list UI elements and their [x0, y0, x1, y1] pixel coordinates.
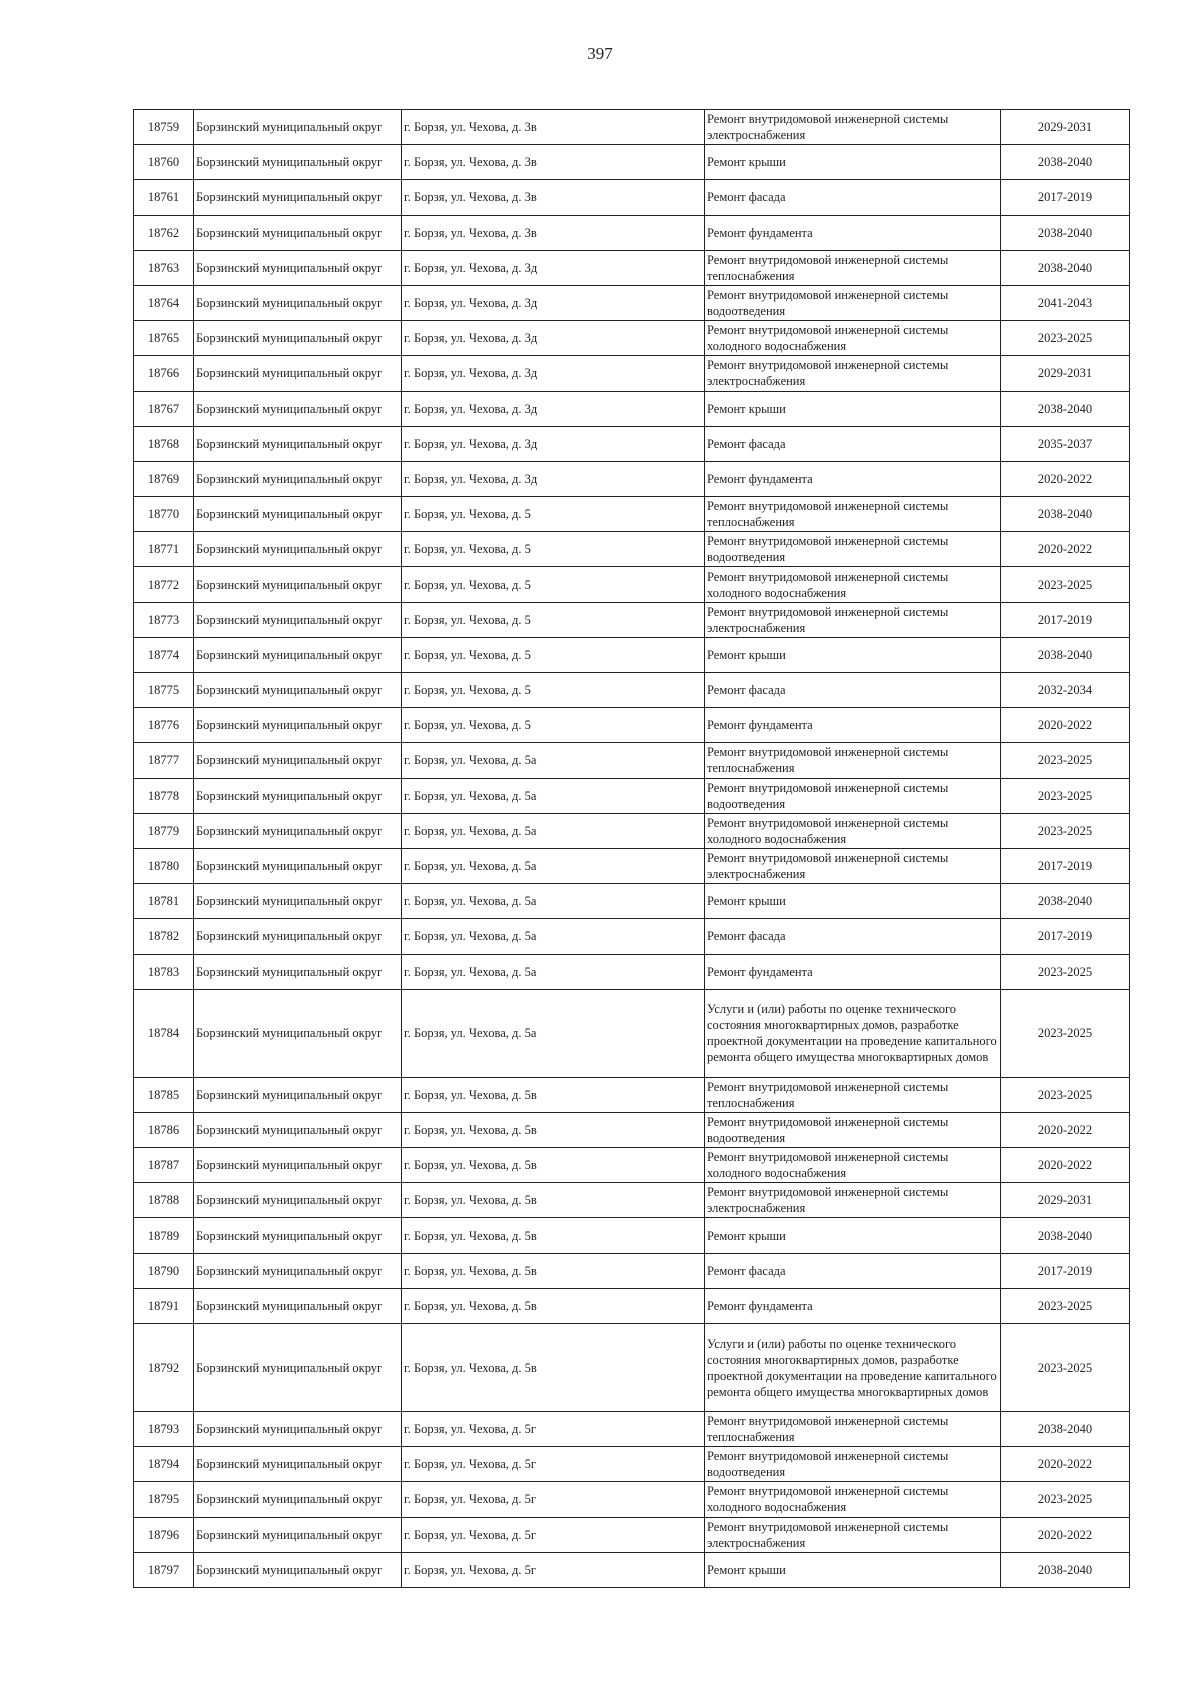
table-row — [134, 778, 1130, 813]
address-cell: г. Борзя, ул. Чехова, д. 5а — [402, 778, 705, 813]
table-row — [134, 1218, 1130, 1253]
address-cell: г. Борзя, ул. Чехова, д. 3д — [402, 426, 705, 461]
table-row — [134, 215, 1130, 250]
row-number: 18778 — [134, 778, 194, 813]
row-number: 18766 — [134, 356, 194, 391]
address-cell: г. Борзя, ул. Чехова, д. 5 — [402, 497, 705, 532]
work-type-cell: Ремонт фасада — [705, 426, 1001, 461]
work-type-cell: Ремонт внутридомовой инженерной системы водоотведения — [705, 285, 1001, 320]
period-cell: 2038-2040 — [1001, 250, 1130, 285]
work-type-cell: Ремонт крыши — [705, 391, 1001, 426]
registry-table — [133, 109, 1130, 1588]
period-cell: 2023-2025 — [1001, 743, 1130, 778]
district-cell: Борзинский муниципальный округ — [194, 1324, 402, 1412]
address-cell: г. Борзя, ул. Чехова, д. 5в — [402, 1253, 705, 1288]
address-cell: г. Борзя, ул. Чехова, д. 5а — [402, 848, 705, 883]
row-number: 18762 — [134, 215, 194, 250]
address-cell: г. Борзя, ул. Чехова, д. 5г — [402, 1412, 705, 1447]
row-number: 18777 — [134, 743, 194, 778]
period-cell: 2020-2022 — [1001, 1112, 1130, 1147]
page-number: 397 — [587, 44, 613, 63]
period-cell: 2017-2019 — [1001, 1253, 1130, 1288]
address-cell: г. Борзя, ул. Чехова, д. 5г — [402, 1552, 705, 1587]
address-cell: г. Борзя, ул. Чехова, д. 5 — [402, 602, 705, 637]
address-cell: г. Борзя, ул. Чехова, д. 5г — [402, 1447, 705, 1482]
table-row — [134, 602, 1130, 637]
period-cell: 2038-2040 — [1001, 1218, 1130, 1253]
row-number: 18792 — [134, 1324, 194, 1412]
address-cell: г. Борзя, ул. Чехова, д. 5в — [402, 1218, 705, 1253]
period-cell: 2020-2022 — [1001, 1447, 1130, 1482]
row-number: 18765 — [134, 321, 194, 356]
address-cell: г. Борзя, ул. Чехова, д. 5 — [402, 708, 705, 743]
address-cell: г. Борзя, ул. Чехова, д. 3д — [402, 321, 705, 356]
work-type-cell: Ремонт внутридомовой инженерной системы электроснабжения — [705, 356, 1001, 391]
row-number: 18779 — [134, 813, 194, 848]
work-type-cell: Ремонт внутридомовой инженерной системы теплоснабжения — [705, 743, 1001, 778]
period-cell: 2029-2031 — [1001, 110, 1130, 145]
table-row — [134, 813, 1130, 848]
row-number: 18761 — [134, 180, 194, 215]
district-cell: Борзинский муниципальный округ — [194, 1218, 402, 1253]
table-row — [134, 497, 1130, 532]
work-type-cell: Ремонт фундамента — [705, 954, 1001, 989]
row-number: 18787 — [134, 1148, 194, 1183]
row-number: 18788 — [134, 1183, 194, 1218]
table-row — [134, 250, 1130, 285]
table-row — [134, 285, 1130, 320]
table-row — [134, 1077, 1130, 1112]
work-type-cell: Ремонт крыши — [705, 884, 1001, 919]
table-row — [134, 1148, 1130, 1183]
work-type-cell: Ремонт фундамента — [705, 461, 1001, 496]
period-cell: 2038-2040 — [1001, 637, 1130, 672]
row-number: 18780 — [134, 848, 194, 883]
district-cell: Борзинский муниципальный округ — [194, 321, 402, 356]
row-number: 18794 — [134, 1447, 194, 1482]
district-cell: Борзинский муниципальный округ — [194, 356, 402, 391]
period-cell: 2038-2040 — [1001, 215, 1130, 250]
address-cell: г. Борзя, ул. Чехова, д. 5в — [402, 1183, 705, 1218]
table-row — [134, 673, 1130, 708]
row-number: 18789 — [134, 1218, 194, 1253]
table-row — [134, 532, 1130, 567]
work-type-cell: Ремонт фасада — [705, 919, 1001, 954]
period-cell: 2020-2022 — [1001, 1517, 1130, 1552]
district-cell: Борзинский муниципальный округ — [194, 180, 402, 215]
district-cell: Борзинский муниципальный округ — [194, 848, 402, 883]
district-cell: Борзинский муниципальный округ — [194, 1517, 402, 1552]
table-row — [134, 567, 1130, 602]
period-cell: 2041-2043 — [1001, 285, 1130, 320]
row-number: 18782 — [134, 919, 194, 954]
work-type-cell: Услуги и (или) работы по оценке технического состояния многоквартирных домов, разработке проектной документации на проведение капитального ремонта общего имущества многоквартирных домов — [705, 1324, 1001, 1412]
row-number: 18784 — [134, 989, 194, 1077]
table-row — [134, 426, 1130, 461]
district-cell: Борзинский муниципальный округ — [194, 954, 402, 989]
work-type-cell: Ремонт внутридомовой инженерной системы холодного водоснабжения — [705, 1482, 1001, 1517]
table-row — [134, 1288, 1130, 1323]
row-number: 18774 — [134, 637, 194, 672]
row-number: 18776 — [134, 708, 194, 743]
address-cell: г. Борзя, ул. Чехова, д. 3в — [402, 180, 705, 215]
work-type-cell: Ремонт фасада — [705, 673, 1001, 708]
address-cell: г. Борзя, ул. Чехова, д. 5 — [402, 532, 705, 567]
district-cell: Борзинский муниципальный округ — [194, 1077, 402, 1112]
work-type-cell: Ремонт внутридомовой инженерной системы теплоснабжения — [705, 250, 1001, 285]
row-number: 18760 — [134, 145, 194, 180]
district-cell: Борзинский муниципальный округ — [194, 1482, 402, 1517]
work-type-cell: Ремонт внутридомовой инженерной системы водоотведения — [705, 1112, 1001, 1147]
row-number: 18790 — [134, 1253, 194, 1288]
table-row — [134, 848, 1130, 883]
table-row — [134, 1324, 1130, 1412]
work-type-cell: Ремонт внутридомовой инженерной системы теплоснабжения — [705, 1077, 1001, 1112]
work-type-cell: Ремонт внутридомовой инженерной системы холодного водоснабжения — [705, 813, 1001, 848]
district-cell: Борзинский муниципальный округ — [194, 1148, 402, 1183]
district-cell: Борзинский муниципальный округ — [194, 250, 402, 285]
district-cell: Борзинский муниципальный округ — [194, 673, 402, 708]
row-number: 18759 — [134, 110, 194, 145]
address-cell: г. Борзя, ул. Чехова, д. 5а — [402, 954, 705, 989]
table-row — [134, 180, 1130, 215]
period-cell: 2029-2031 — [1001, 356, 1130, 391]
row-number: 18797 — [134, 1552, 194, 1587]
period-cell: 2017-2019 — [1001, 602, 1130, 637]
period-cell: 2017-2019 — [1001, 180, 1130, 215]
address-cell: г. Борзя, ул. Чехова, д. 5в — [402, 1148, 705, 1183]
address-cell: г. Борзя, ул. Чехова, д. 5г — [402, 1482, 705, 1517]
district-cell: Борзинский муниципальный округ — [194, 1412, 402, 1447]
district-cell: Борзинский муниципальный округ — [194, 567, 402, 602]
district-cell: Борзинский муниципальный округ — [194, 989, 402, 1077]
district-cell: Борзинский муниципальный округ — [194, 1112, 402, 1147]
table-row — [134, 1482, 1130, 1517]
period-cell: 2017-2019 — [1001, 919, 1130, 954]
period-cell: 2038-2040 — [1001, 1552, 1130, 1587]
district-cell: Борзинский муниципальный округ — [194, 602, 402, 637]
district-cell: Борзинский муниципальный округ — [194, 708, 402, 743]
work-type-cell: Ремонт внутридомовой инженерной системы теплоснабжения — [705, 497, 1001, 532]
period-cell: 2038-2040 — [1001, 884, 1130, 919]
address-cell: г. Борзя, ул. Чехова, д. 5а — [402, 884, 705, 919]
period-cell: 2029-2031 — [1001, 1183, 1130, 1218]
work-type-cell: Ремонт крыши — [705, 637, 1001, 672]
work-type-cell: Ремонт внутридомовой инженерной системы электроснабжения — [705, 848, 1001, 883]
work-type-cell: Ремонт фундамента — [705, 1288, 1001, 1323]
district-cell: Борзинский муниципальный округ — [194, 1288, 402, 1323]
address-cell: г. Борзя, ул. Чехова, д. 3д — [402, 461, 705, 496]
table-row — [134, 321, 1130, 356]
work-type-cell: Ремонт внутридомовой инженерной системы электроснабжения — [705, 1517, 1001, 1552]
work-type-cell: Ремонт крыши — [705, 145, 1001, 180]
period-cell: 2038-2040 — [1001, 497, 1130, 532]
address-cell: г. Борзя, ул. Чехова, д. 5в — [402, 1324, 705, 1412]
address-cell: г. Борзя, ул. Чехова, д. 5в — [402, 1112, 705, 1147]
period-cell: 2035-2037 — [1001, 426, 1130, 461]
period-cell: 2023-2025 — [1001, 321, 1130, 356]
row-number: 18768 — [134, 426, 194, 461]
address-cell: г. Борзя, ул. Чехова, д. 3в — [402, 110, 705, 145]
row-number: 18770 — [134, 497, 194, 532]
work-type-cell: Ремонт внутридомовой инженерной системы водоотведения — [705, 778, 1001, 813]
period-cell: 2020-2022 — [1001, 532, 1130, 567]
work-type-cell: Ремонт внутридомовой инженерной системы холодного водоснабжения — [705, 1148, 1001, 1183]
work-type-cell: Ремонт крыши — [705, 1218, 1001, 1253]
period-cell: 2023-2025 — [1001, 1482, 1130, 1517]
district-cell: Борзинский муниципальный округ — [194, 426, 402, 461]
period-cell: 2038-2040 — [1001, 391, 1130, 426]
district-cell: Борзинский муниципальный округ — [194, 215, 402, 250]
address-cell: г. Борзя, ул. Чехова, д. 5 — [402, 567, 705, 602]
period-cell: 2023-2025 — [1001, 1077, 1130, 1112]
address-cell: г. Борзя, ул. Чехова, д. 5 — [402, 637, 705, 672]
period-cell: 2038-2040 — [1001, 1412, 1130, 1447]
table-row — [134, 708, 1130, 743]
table-row — [134, 1552, 1130, 1587]
address-cell: г. Борзя, ул. Чехова, д. 5в — [402, 1077, 705, 1112]
work-type-cell: Ремонт внутридомовой инженерной системы холодного водоснабжения — [705, 321, 1001, 356]
district-cell: Борзинский муниципальный округ — [194, 1447, 402, 1482]
table-row — [134, 391, 1130, 426]
table-row — [134, 461, 1130, 496]
period-cell: 2023-2025 — [1001, 567, 1130, 602]
period-cell: 2032-2034 — [1001, 673, 1130, 708]
registry-table-body — [134, 110, 1130, 1588]
table-row — [134, 919, 1130, 954]
row-number: 18772 — [134, 567, 194, 602]
address-cell: г. Борзя, ул. Чехова, д. 5а — [402, 989, 705, 1077]
address-cell: г. Борзя, ул. Чехова, д. 5г — [402, 1517, 705, 1552]
table-row — [134, 1517, 1130, 1552]
district-cell: Борзинский муниципальный округ — [194, 1253, 402, 1288]
period-cell: 2020-2022 — [1001, 708, 1130, 743]
period-cell: 2020-2022 — [1001, 1148, 1130, 1183]
row-number: 18783 — [134, 954, 194, 989]
work-type-cell: Ремонт внутридомовой инженерной системы электроснабжения — [705, 110, 1001, 145]
row-number: 18773 — [134, 602, 194, 637]
row-number: 18786 — [134, 1112, 194, 1147]
row-number: 18769 — [134, 461, 194, 496]
table-row — [134, 1183, 1130, 1218]
address-cell: г. Борзя, ул. Чехова, д. 5в — [402, 1288, 705, 1323]
period-cell: 2023-2025 — [1001, 954, 1130, 989]
table-row — [134, 884, 1130, 919]
address-cell: г. Борзя, ул. Чехова, д. 5а — [402, 743, 705, 778]
row-number: 18775 — [134, 673, 194, 708]
address-cell: г. Борзя, ул. Чехова, д. 5 — [402, 673, 705, 708]
period-cell: 2017-2019 — [1001, 848, 1130, 883]
work-type-cell: Ремонт внутридомовой инженерной системы электроснабжения — [705, 1183, 1001, 1218]
row-number: 18767 — [134, 391, 194, 426]
period-cell: 2023-2025 — [1001, 1324, 1130, 1412]
row-number: 18785 — [134, 1077, 194, 1112]
work-type-cell: Ремонт фундамента — [705, 215, 1001, 250]
work-type-cell: Ремонт фасада — [705, 180, 1001, 215]
table-row — [134, 954, 1130, 989]
table-row — [134, 356, 1130, 391]
district-cell: Борзинский муниципальный округ — [194, 110, 402, 145]
address-cell: г. Борзя, ул. Чехова, д. 3д — [402, 391, 705, 426]
district-cell: Борзинский муниципальный округ — [194, 532, 402, 567]
row-number: 18795 — [134, 1482, 194, 1517]
address-cell: г. Борзя, ул. Чехова, д. 3в — [402, 145, 705, 180]
period-cell: 2038-2040 — [1001, 145, 1130, 180]
address-cell: г. Борзя, ул. Чехова, д. 5а — [402, 919, 705, 954]
row-number: 18771 — [134, 532, 194, 567]
district-cell: Борзинский муниципальный округ — [194, 145, 402, 180]
period-cell: 2020-2022 — [1001, 461, 1130, 496]
district-cell: Борзинский муниципальный округ — [194, 919, 402, 954]
district-cell: Борзинский муниципальный округ — [194, 461, 402, 496]
table-row — [134, 145, 1130, 180]
work-type-cell: Ремонт внутридомовой инженерной системы водоотведения — [705, 532, 1001, 567]
district-cell: Борзинский муниципальный округ — [194, 1183, 402, 1218]
work-type-cell: Услуги и (или) работы по оценке технического состояния многоквартирных домов, разработке проектной документации на проведение капитального ремонта общего имущества многоквартирных домов — [705, 989, 1001, 1077]
work-type-cell: Ремонт фасада — [705, 1253, 1001, 1288]
work-type-cell: Ремонт крыши — [705, 1552, 1001, 1587]
table-row — [134, 1253, 1130, 1288]
district-cell: Борзинский муниципальный округ — [194, 497, 402, 532]
period-cell: 2023-2025 — [1001, 778, 1130, 813]
work-type-cell: Ремонт внутридомовой инженерной системы электроснабжения — [705, 602, 1001, 637]
table-row — [134, 1447, 1130, 1482]
address-cell: г. Борзя, ул. Чехова, д. 3д — [402, 356, 705, 391]
table-row — [134, 110, 1130, 145]
district-cell: Борзинский муниципальный округ — [194, 1552, 402, 1587]
work-type-cell: Ремонт внутридомовой инженерной системы холодного водоснабжения — [705, 567, 1001, 602]
row-number: 18764 — [134, 285, 194, 320]
district-cell: Борзинский муниципальный округ — [194, 743, 402, 778]
period-cell: 2023-2025 — [1001, 813, 1130, 848]
district-cell: Борзинский муниципальный округ — [194, 778, 402, 813]
address-cell: г. Борзя, ул. Чехова, д. 3в — [402, 215, 705, 250]
address-cell: г. Борзя, ул. Чехова, д. 3д — [402, 285, 705, 320]
district-cell: Борзинский муниципальный округ — [194, 285, 402, 320]
district-cell: Борзинский муниципальный округ — [194, 391, 402, 426]
address-cell: г. Борзя, ул. Чехова, д. 3д — [402, 250, 705, 285]
table-row — [134, 989, 1130, 1077]
row-number: 18796 — [134, 1517, 194, 1552]
period-cell: 2023-2025 — [1001, 1288, 1130, 1323]
row-number: 18791 — [134, 1288, 194, 1323]
row-number: 18781 — [134, 884, 194, 919]
district-cell: Борзинский муниципальный округ — [194, 884, 402, 919]
table-row — [134, 1412, 1130, 1447]
work-type-cell: Ремонт фундамента — [705, 708, 1001, 743]
period-cell: 2023-2025 — [1001, 989, 1130, 1077]
district-cell: Борзинский муниципальный округ — [194, 813, 402, 848]
table-row — [134, 1112, 1130, 1147]
row-number: 18763 — [134, 250, 194, 285]
address-cell: г. Борзя, ул. Чехова, д. 5а — [402, 813, 705, 848]
work-type-cell: Ремонт внутридомовой инженерной системы водоотведения — [705, 1447, 1001, 1482]
work-type-cell: Ремонт внутридомовой инженерной системы теплоснабжения — [705, 1412, 1001, 1447]
table-row — [134, 743, 1130, 778]
district-cell: Борзинский муниципальный округ — [194, 637, 402, 672]
row-number: 18793 — [134, 1412, 194, 1447]
table-row — [134, 637, 1130, 672]
